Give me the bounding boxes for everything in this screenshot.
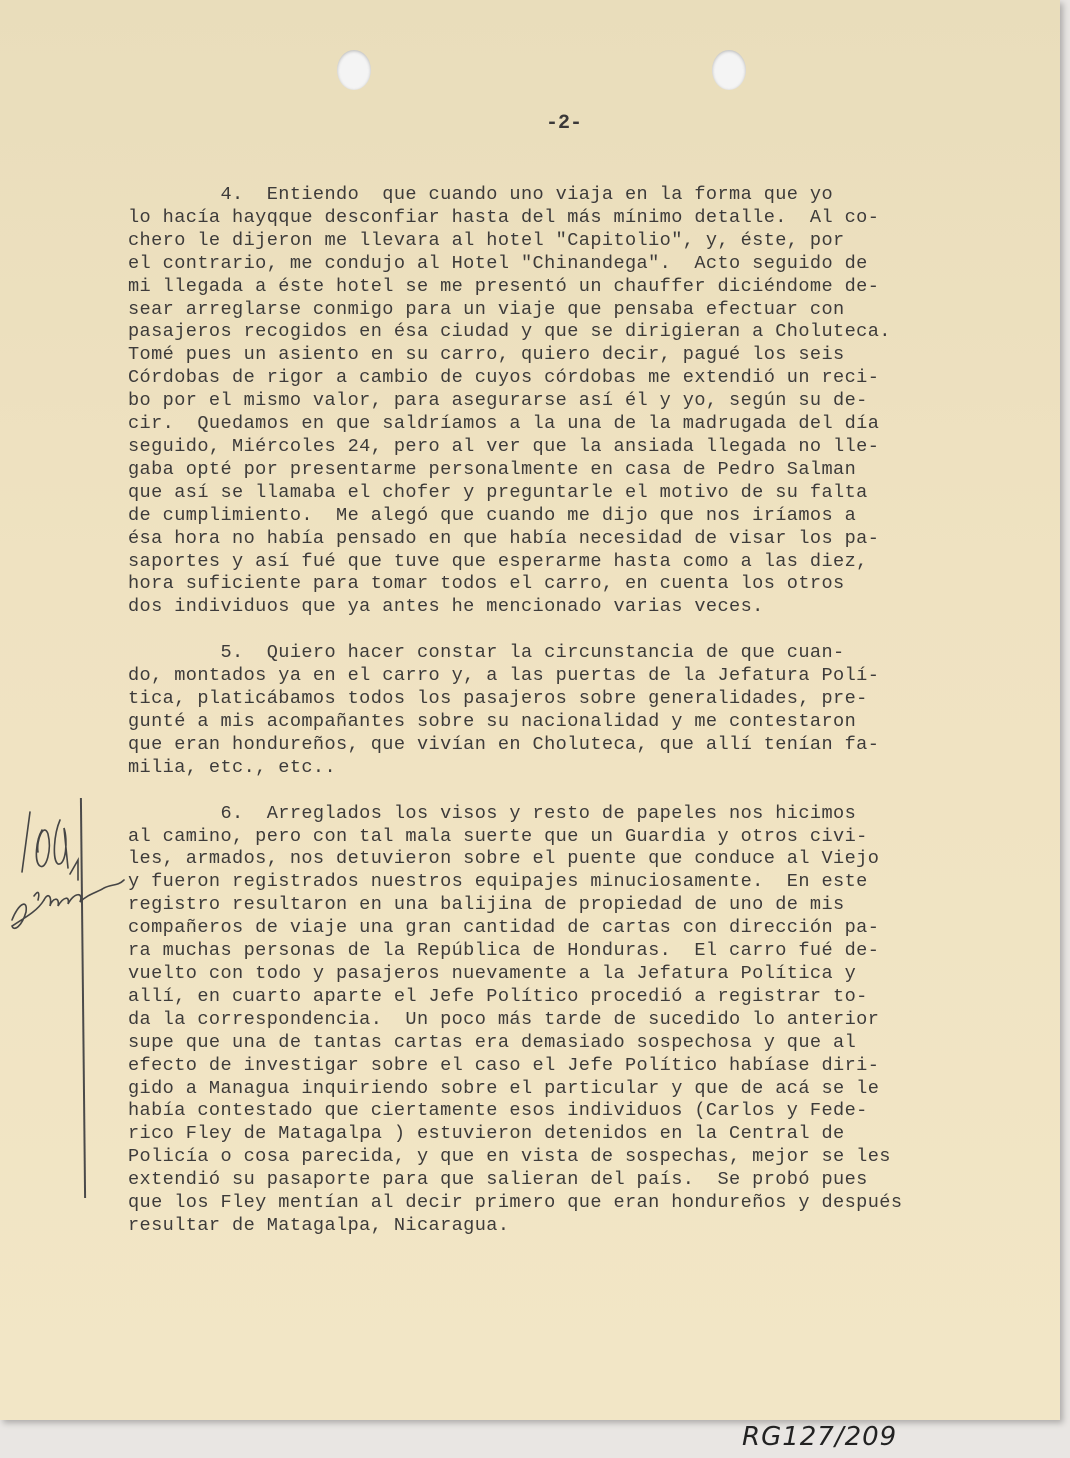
text-line: extendió su pasaporte para que salieran del país. Se probó pues [128,1169,868,1191]
text-line: sear arreglarse conmigo para un viaje que pensaba efectuar con [128,298,845,320]
text-line: resultar de Matagalpa, Nicaragua. [128,1214,510,1236]
text-line: de cumplimiento. Me alegó que cuando me dijo que nos iríamos a [128,504,857,526]
paragraph-4 [128,184,1028,619]
text-line: ésa hora no había pensado en que había necesidad de visar los pa- [128,527,880,549]
text-line: había contestado que ciertamente esos individuos (Carlos y Fede- [128,1100,868,1122]
text-line: dos individuos que ya antes he mencionado varias veces. [128,596,764,618]
archive-reference-number: RG127/209 [742,1422,898,1452]
text-line: les, armados, nos detuvieron sobre el puente que conduce al Viejo [128,848,880,870]
text-line: efecto de investigar sobre el caso el Jefe Político habíase diri- [128,1054,880,1076]
text-line: saportes y así fué que tuve que esperarme hasta como a las diez, [128,550,868,572]
text-line: chero le dijeron me llevara al hotel "Capitolio", y, éste, por [128,229,845,251]
text-line: que eran hondureños, que vivían en Choluteca, que allí tenían fa- [128,733,880,755]
handwritten-margin-note [8,800,128,950]
text-line: vuelto con todo y pasajeros nuevamente a la Jefatura Política y [128,963,857,984]
text-line: seguido, Miércoles 24, pero al ver que la ansiada llegada no lle- [128,435,880,457]
text-line: pasajeros recogidos en ésa ciudad y que se dirigieran a Choluteca. [128,321,891,343]
text-line: cir. Quedamos en que saldríamos a la una de la madrugada del día [128,413,880,435]
text-line: supe que una de tantas cartas era demasiado sospechosa y que al [128,1031,857,1053]
text-line: do, montados ya en el carro y, a las puertas de la Jefatura Polí- [128,665,880,687]
punch-hole-right [712,50,746,90]
text-line: da la correspondencia. Un poco más tarde de sucedido lo anterior [128,1008,880,1030]
page-number: -2- [546,112,583,135]
text-line: compañeros de viaje una gran cantidad de cartas con dirección pa- [128,917,880,939]
text-line: Tomé pues un asiento en su carro, quiero decir, pagué los seis [128,344,845,366]
text-line: bo por el mismo valor, para asegurarse así él y yo, según su de- [128,390,868,412]
text-line: 6. Arreglados los visos y resto de papeles nos hicimos [128,802,857,824]
text-line: ra muchas personas de la República de Honduras. El carro fué de- [128,940,880,962]
text-line: tica, platicábamos todos los pasajeros sobre generalidades, pre- [128,688,868,710]
text-line: 4. Entiendo que cuando uno viaja en la forma que yo [128,184,834,205]
text-line: mi llegada a éste hotel se me presentó un chauffer diciéndome de- [128,275,880,297]
text-line: el contrario, me condujo al Hotel "Chinandega". Acto seguido de [128,252,868,274]
paragraph-6 [128,803,1028,1238]
text-line: gido a Managua inquiriendo sobre el particular y que de acá se le [128,1077,880,1099]
text-line: gaba opté por presentarme personalmente en casa de Pedro Salman [128,458,857,480]
punch-hole-left [337,50,371,90]
text-line: allí, en cuarto aparte el Jefe Político procedió a registrar to- [128,985,868,1007]
text-line: 5. Quiero hacer constar la circunstancia de que cuan- [128,642,845,664]
text-line: al camino, pero con tal mala suerte que un Guardia y otros civi- [128,825,868,847]
text-line: Córdobas de rigor a cambio de cuyos córdobas me extendió un reci- [128,367,880,389]
text-line: registro resultaron en una balijina de propiedad de uno de mis [128,894,845,916]
text-line: Policía o cosa parecida, y que en vista de sospechas, mejor se les [128,1146,891,1168]
text-line: que los Fley mentían al decir primero que eran hondureños y después [128,1192,903,1214]
paragraph-5 [128,642,1028,779]
text-line: gunté a mis acompañantes sobre su nacionalidad y me contestaron [128,710,857,732]
text-line: hora suficiente para tomar todos el carro, en cuenta los otros [128,573,845,595]
text-line: y fueron registrados nuestros equipajes minuciosamente. En este [128,871,868,893]
text-line: rico Fley de Matagalpa ) estuvieron detenidos en la Central de [128,1123,845,1145]
text-line: que así se llamaba el chofer y preguntarle el motivo de su falta [128,481,868,503]
text-line: milia, etc., etc.. [128,756,337,778]
typed-text-body [128,184,1028,1238]
text-line: lo hacía hayqque desconfiar hasta del más mínimo detalle. Al co- [128,206,880,228]
